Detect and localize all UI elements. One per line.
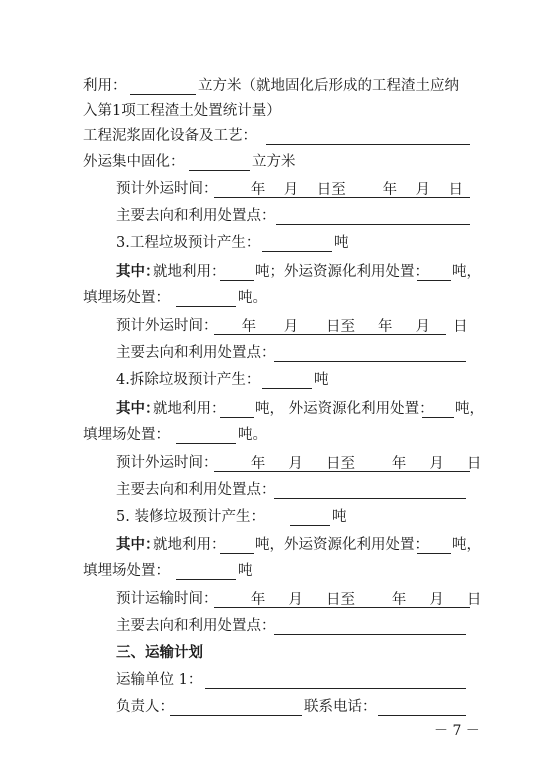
text: 预计外运时间： xyxy=(116,455,218,471)
date-range-field[interactable] xyxy=(214,315,468,335)
blank[interactable] xyxy=(422,398,454,418)
line-time-4 xyxy=(0,586,550,612)
text: 主要去向和利用处置点： xyxy=(116,208,276,224)
text: 4.拆除垃圾预计产生： xyxy=(116,372,261,388)
text: 吨；外运资源化利用处置： xyxy=(255,264,429,280)
text: 运输单位 1： xyxy=(116,672,203,688)
text: 预计外运时间： xyxy=(116,318,218,334)
text: 填埋场处置： xyxy=(83,290,170,306)
blank[interactable] xyxy=(262,232,332,252)
text: 吨， xyxy=(455,401,484,417)
date-range-field[interactable] xyxy=(214,588,482,608)
blank[interactable] xyxy=(274,479,466,499)
text: 填埋场处置： xyxy=(83,563,170,579)
blank[interactable] xyxy=(205,669,466,689)
text: 年 月 日至 年 月 日 xyxy=(214,592,482,608)
text: 预计外运时间： xyxy=(116,181,218,197)
text: 吨， xyxy=(452,264,481,280)
text: 入第1项工程渣土处置统计量） xyxy=(83,103,281,119)
line-demo-waste xyxy=(0,367,550,393)
line-usage xyxy=(0,73,550,99)
section-heading-transport xyxy=(0,640,550,666)
text: 外运集中固化： xyxy=(83,154,185,170)
text: 吨， 外运资源化利用处置： xyxy=(255,401,434,417)
line-destination-4 xyxy=(0,613,550,639)
blank[interactable] xyxy=(274,342,466,362)
text: 主要去向和利用处置点： xyxy=(116,618,276,634)
line-time-3 xyxy=(0,450,550,476)
text: 就地利用： xyxy=(153,537,226,553)
blank[interactable] xyxy=(220,534,254,554)
text: 负责人： xyxy=(116,699,174,715)
text: 吨， xyxy=(452,537,481,553)
text: 年 月 日至 年 月 日 xyxy=(214,456,482,472)
blank[interactable] xyxy=(378,696,466,716)
line-deco-waste xyxy=(0,504,550,530)
blank[interactable] xyxy=(290,506,330,526)
page-number: － 7 － xyxy=(434,723,480,739)
text: 吨 xyxy=(332,509,347,525)
text: 吨 xyxy=(314,372,329,388)
line-demo-waste-landfill xyxy=(0,422,550,448)
date-range-field[interactable] xyxy=(214,178,470,198)
text: 吨。 xyxy=(238,290,267,306)
blank[interactable] xyxy=(417,261,451,281)
blank[interactable] xyxy=(189,151,250,171)
text: 利用： xyxy=(83,78,127,94)
text: 吨 xyxy=(334,235,349,251)
text: 主要去向和利用处置点： xyxy=(116,482,276,498)
text: 预计运输时间： xyxy=(116,591,218,607)
line-eng-waste xyxy=(0,230,550,256)
text: 联系电话： xyxy=(304,699,377,715)
text: 其中： xyxy=(116,400,160,417)
text: 5. 装修垃圾预计产生： xyxy=(116,509,265,525)
blank[interactable] xyxy=(276,205,470,225)
text: 吨 xyxy=(238,563,253,579)
line-eng-waste-detail xyxy=(0,259,550,285)
blank[interactable] xyxy=(170,696,302,716)
text: 立方米（就地固化后形成的工程渣土应纳 xyxy=(198,78,459,94)
blank[interactable] xyxy=(274,615,466,635)
blank[interactable] xyxy=(417,534,451,554)
line-destination-1 xyxy=(0,203,550,229)
blank[interactable] xyxy=(130,75,196,95)
text: 填埋场处置： xyxy=(83,427,170,443)
line-time-2 xyxy=(0,313,550,339)
line-demo-waste-detail xyxy=(0,396,550,422)
text: 主要去向和利用处置点： xyxy=(116,345,276,361)
blank[interactable] xyxy=(176,560,236,580)
blank[interactable] xyxy=(176,424,236,444)
text: 吨。 xyxy=(238,427,267,443)
line-destination-3 xyxy=(0,477,550,503)
line-transport-unit xyxy=(0,667,550,693)
line-external-solidify xyxy=(0,149,550,175)
line-contact xyxy=(0,694,550,720)
line-time-1 xyxy=(0,176,550,202)
blank[interactable] xyxy=(176,287,236,307)
text: 年 月 日至 年 月 日 xyxy=(214,182,463,198)
line-slurry-process xyxy=(0,123,550,149)
blank[interactable] xyxy=(220,398,254,418)
text: 其中： xyxy=(116,536,160,553)
text: 工程泥浆固化设备及工艺： xyxy=(83,128,257,144)
date-range-field[interactable] xyxy=(214,452,482,472)
text: 立方米 xyxy=(252,154,296,170)
text: 就地利用： xyxy=(153,401,226,417)
line-deco-waste-landfill xyxy=(0,558,550,584)
text: 就地利用： xyxy=(153,264,226,280)
text: 吨，外运资源化利用处置： xyxy=(255,537,429,553)
blank[interactable] xyxy=(262,369,312,389)
blank[interactable] xyxy=(266,125,470,145)
text: 3.工程垃圾预计产生： xyxy=(116,235,261,251)
text: 三、运输计划 xyxy=(116,644,203,661)
blank[interactable] xyxy=(220,261,254,281)
text: 年 月 日至 年 月 日 xyxy=(214,319,468,335)
line-eng-waste-landfill xyxy=(0,285,550,311)
line-deco-waste-detail xyxy=(0,532,550,558)
text: 其中： xyxy=(116,263,160,280)
line-destination-2 xyxy=(0,340,550,366)
line-usage-cont xyxy=(0,98,550,124)
